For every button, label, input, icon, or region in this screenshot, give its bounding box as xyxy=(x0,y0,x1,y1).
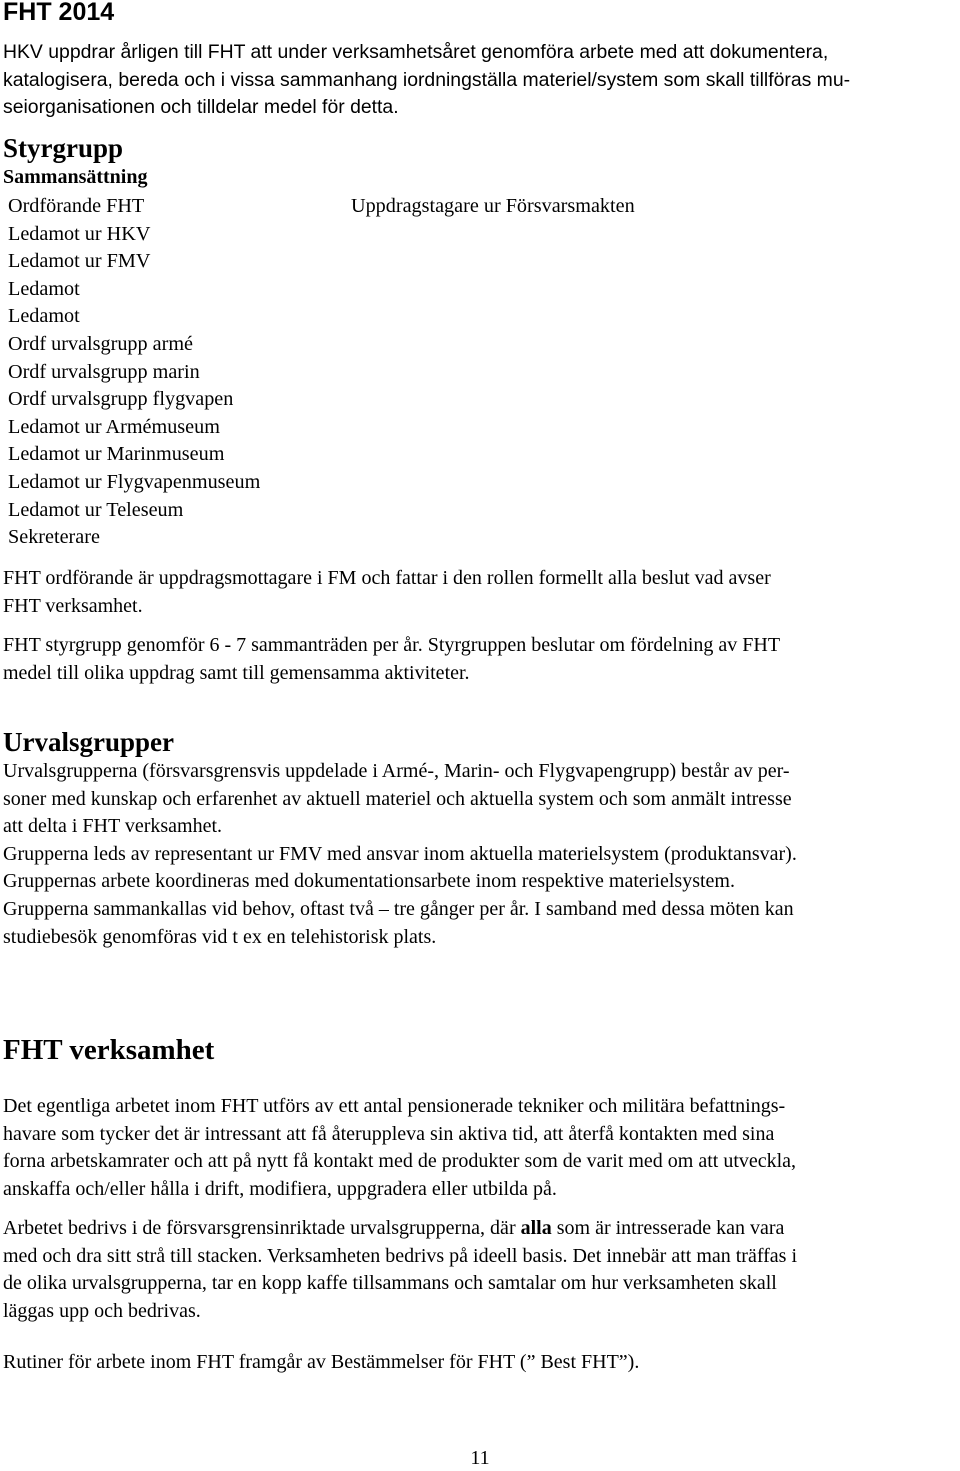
intro-paragraph xyxy=(3,39,957,122)
page-number: 11 xyxy=(470,1447,490,1469)
verksamhet-paragraph-3 xyxy=(3,1349,957,1377)
paragraph-line: Grupperna leds av representant ur FMV med ansvar inom aktuella materielsystem (produktansvar). xyxy=(3,842,797,865)
styrgrupp-member-list xyxy=(8,193,348,552)
urvalsgrupper-heading: Urvalsgrupper xyxy=(3,727,174,757)
member-item: Ordf urvalsgrupp marin xyxy=(8,360,200,383)
text-run: som är intresserade kan vara xyxy=(551,1217,785,1239)
member-item: Ledamot xyxy=(8,277,80,300)
document-title: FHT 2014 xyxy=(3,0,115,26)
styrgrupp-heading: Styrgrupp xyxy=(3,133,124,163)
paragraph-line xyxy=(3,1215,957,1243)
intro-line: seiorganisationen och tilldelar medel för detta. xyxy=(3,96,399,119)
verksamhet-paragraph-1 xyxy=(3,1093,957,1203)
paragraph-line: anskaffa och/eller hålla i drift, modifiera, uppgradera eller utbilda på. xyxy=(3,1177,557,1200)
paragraph-line: forna arbetskamrater och att på nytt få kontakt med de produkter som de varit med om att utveckla, xyxy=(3,1150,797,1173)
paragraph-line: Det egentliga arbetet inom FHT utförs av ett antal pensionerade tekniker och militära befattnings- xyxy=(3,1095,786,1117)
member-item: Ordf urvalsgrupp armé xyxy=(8,332,193,355)
member-item: Ordförande FHT xyxy=(8,195,145,217)
paragraph-line: Urvalsgrupperna (försvarsgrensvis uppdelade i Armé-, Marin- och Flygvapengrupp) består av per- xyxy=(3,760,790,782)
member-item: Ordf urvalsgrupp flygvapen xyxy=(8,388,234,411)
emphasis-alla: alla xyxy=(520,1217,552,1239)
uppdragstagare-note: Uppdragstagare ur Försvarsmakten xyxy=(351,195,635,217)
member-item: Ledamot ur Marinmuseum xyxy=(8,443,225,466)
paragraph-line: Gruppernas arbete koordineras med dokumentationsarbete inom respektive materielsystem. xyxy=(3,870,735,893)
paragraph-line: Grupperna sammankallas vid behov, oftast två – tre gånger per år. I samband med dessa möten kan xyxy=(3,897,794,920)
styrgrupp-paragraph-1 xyxy=(3,565,957,620)
paragraph-line: de olika urvalsgrupperna, tar en kopp kaffe tillsammans och samtalar om hur verksamheten skall xyxy=(3,1272,777,1295)
paragraph-line: läggas upp och bedrivas. xyxy=(3,1299,201,1322)
paragraph-line: soner med kunskap och erfarenhet av aktuell materiel och aktuella system och som anmält intresse xyxy=(3,787,792,810)
paragraph-line: Rutiner för arbete inom FHT framgår av Bestämmelser för FHT (” Best FHT”). xyxy=(3,1351,640,1373)
urvalsgrupper-paragraph xyxy=(3,758,957,951)
verksamhet-paragraph-2 xyxy=(3,1215,957,1325)
paragraph-line: medel till olika uppdrag samt till gemensamma aktiviteter. xyxy=(3,661,470,684)
paragraph-line: FHT verksamhet. xyxy=(3,594,143,617)
sammansattning-subheading: Sammansättning xyxy=(3,166,148,188)
intro-line: katalogisera, bereda och i vissa sammanhang iordningställa materiel/system som skall tillföras mu- xyxy=(3,68,851,91)
paragraph-line: med och dra sitt strå till stacken. Verksamheten bedrivs på ideell basis. Det innebär att man träffas i xyxy=(3,1244,798,1267)
paragraph-line: FHT ordförande är uppdragsmottagare i FM och fattar i den rollen formellt alla beslut vad avser xyxy=(3,567,771,589)
member-item: Ledamot ur HKV xyxy=(8,222,151,245)
member-item: Ledamot ur FMV xyxy=(8,250,151,273)
intro-line: HKV uppdrar årligen till FHT att under verksamhetsåret genomföra arbete med att dokumentera, xyxy=(3,41,829,63)
paragraph-line: FHT styrgrupp genomför 6 - 7 sammanträden per år. Styrgruppen beslutar om fördelning av FHT xyxy=(3,634,781,656)
member-item: Sekreterare xyxy=(8,526,100,549)
member-item: Ledamot ur Armémuseum xyxy=(8,415,220,438)
styrgrupp-paragraph-2 xyxy=(3,632,957,687)
member-item: Ledamot ur Teleseum xyxy=(8,498,184,521)
paragraph-line: studiebesök genomföras vid t ex en telehistorisk plats. xyxy=(3,925,437,948)
member-item: Ledamot xyxy=(8,305,80,328)
paragraph-line: havare som tycker det är intressant att få återuppleva sin aktiva tid, att återfå kontakten med sina xyxy=(3,1122,775,1145)
verksamhet-heading: FHT verksamhet xyxy=(3,1034,215,1066)
text-run: Arbetet bedrivs i de försvarsgrensinriktade urvalsgrupperna, där xyxy=(3,1217,521,1239)
member-item: Ledamot ur Flygvapenmuseum xyxy=(8,470,261,493)
paragraph-line: att delta i FHT verksamhet. xyxy=(3,815,223,838)
